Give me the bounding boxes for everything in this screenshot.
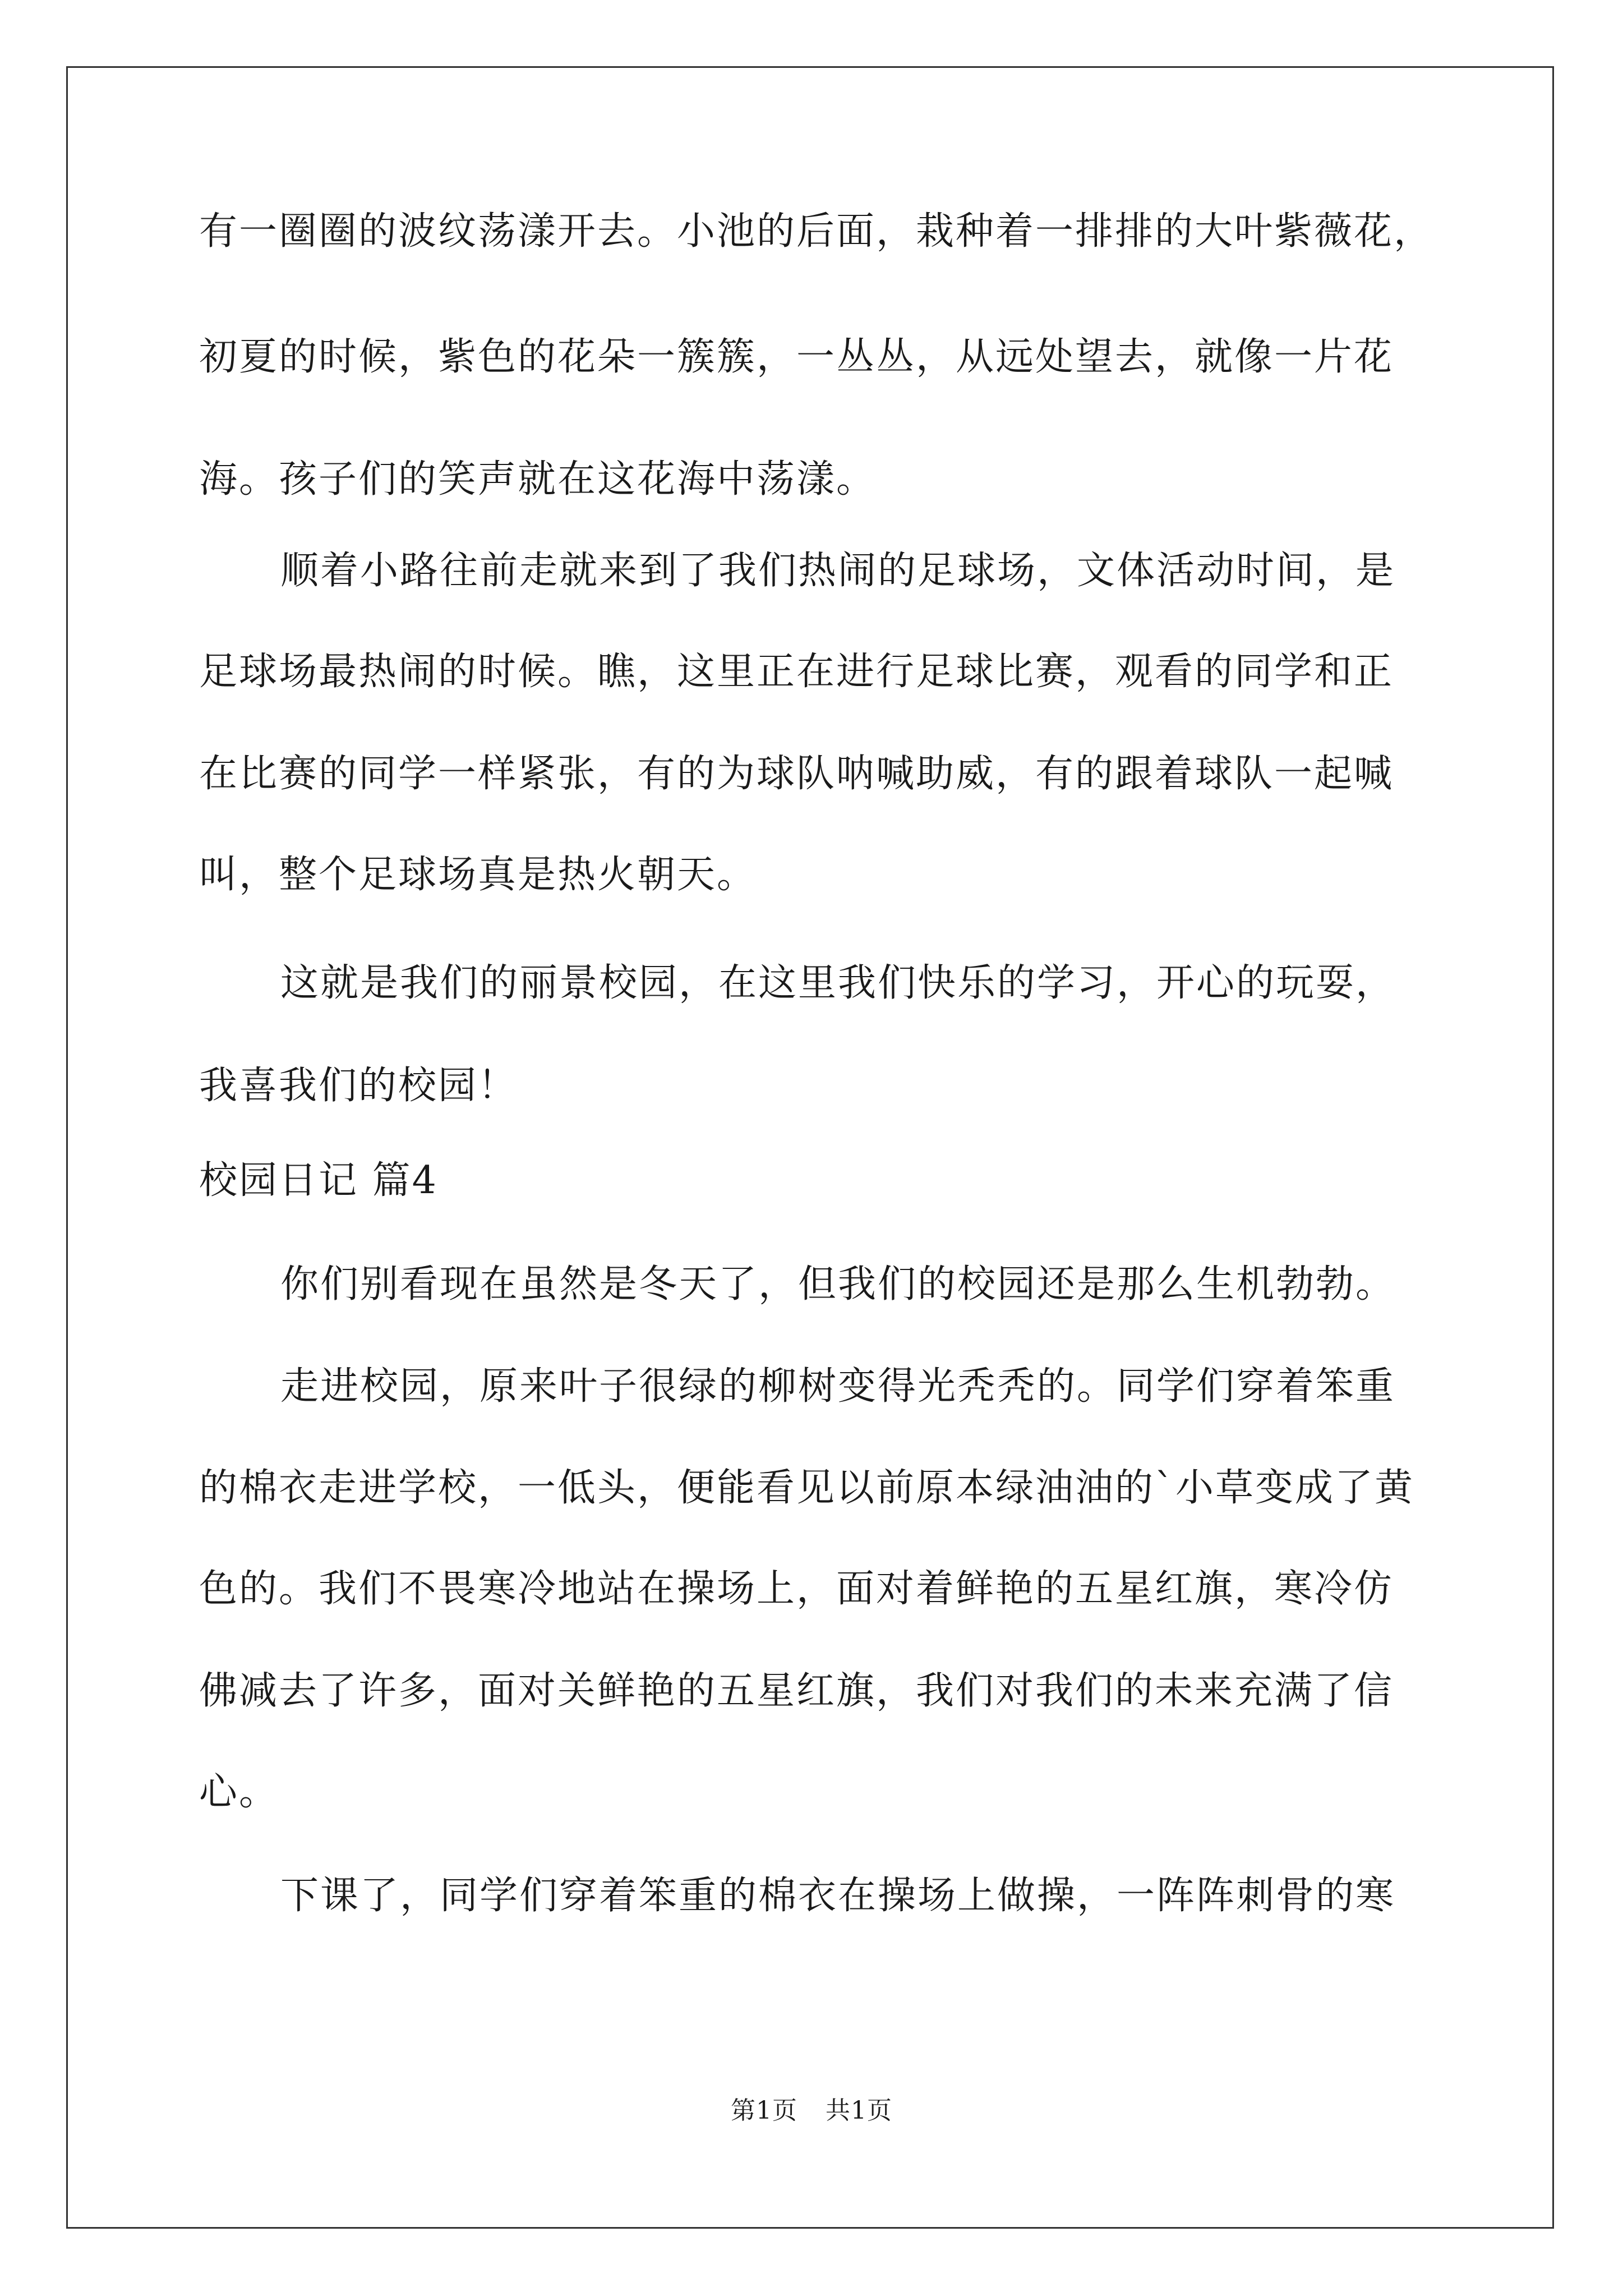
- text-line: 这就是我们的丽景校园，在这里我们快乐的学习，开心的玩耍，: [280, 961, 1396, 1005]
- text-line: 走进校园，原来叶子很绿的柳树变得光秃秃的。同学们穿着笨重: [280, 1364, 1396, 1409]
- text-line: 我喜我们的校园！: [199, 1064, 518, 1108]
- page-total: 共1页: [826, 2096, 892, 2125]
- text-line: 的棉衣走进学校，一低头，便能看见以前原本绿油油的`小草变成了黄: [199, 1466, 1415, 1510]
- text-line: 有一圈圈的波纹荡漾开去。小池的后面，栽种着一排排的大叶紫薇花，: [199, 209, 1434, 254]
- text-line: 你们别看现在虽然是冬天了，但我们的校园还是那么生机勃勃。: [280, 1262, 1396, 1306]
- page-footer: [0, 2095, 1623, 2127]
- text-line: 叫，整个足球场真是热火朝天。: [199, 853, 757, 897]
- text-line: 色的。我们不畏寒冷地站在操场上，面对着鲜艳的五星红旗，寒冷仿: [199, 1567, 1394, 1611]
- text-line: 佛减去了许多，面对关鲜艳的五星红旗，我们对我们的未来充满了信: [199, 1669, 1394, 1713]
- text-line: 足球场最热闹的时候。瞧，这里正在进行足球比赛，观看的同学和正: [199, 650, 1394, 694]
- text-line: 在比赛的同学一样紧张，有的为球队呐喊助威，有的跟着球队一起喊: [199, 752, 1394, 796]
- section-heading: 校园日记 篇4: [199, 1158, 438, 1203]
- text-line: 初夏的时候，紫色的花朵一簇簇，一丛丛，从远处望去，就像一片花: [199, 335, 1394, 379]
- text-line: 下课了，同学们穿着笨重的棉衣在操场上做操，一阵阵刺骨的寒: [280, 1874, 1396, 1918]
- text-line: 顺着小路往前走就来到了我们热闹的足球场，文体活动时间，是: [280, 549, 1396, 593]
- page-number: 第1页: [731, 2096, 797, 2125]
- text-line: 海。孩子们的笑声就在这花海中荡漾。: [199, 457, 877, 501]
- text-line: 心。: [199, 1770, 279, 1814]
